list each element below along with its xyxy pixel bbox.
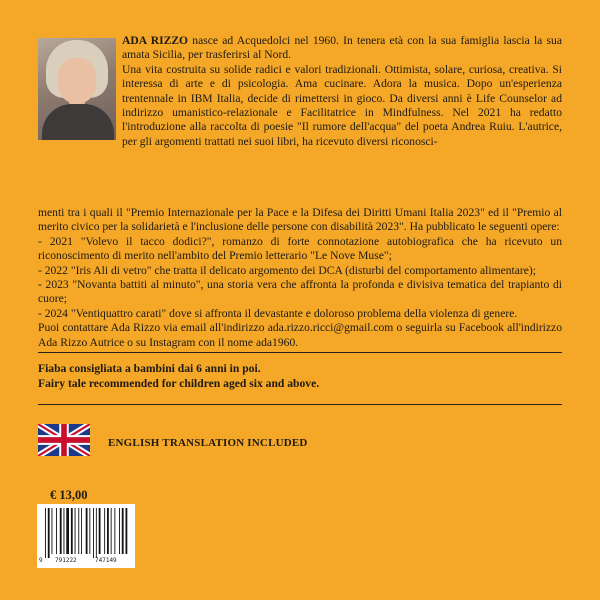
barcode-bar xyxy=(89,508,90,554)
barcode-bar xyxy=(52,508,53,554)
translation-label: ENGLISH TRANSLATION INCLUDED xyxy=(108,437,308,449)
uk-flag-icon xyxy=(38,424,90,456)
barcode-bar xyxy=(86,508,88,554)
work-2021: - 2021 "Volevo il tacco dodici?", romanzo di forte connotazione autobiografica che ha ricevuto un riconoscimento di merito nell'ambito del Premio letterario "Le Nove Muse"; xyxy=(38,234,562,263)
barcode-digit-first: 9 xyxy=(39,557,43,564)
barcode-bar xyxy=(66,508,69,554)
barcode-bar xyxy=(119,508,120,554)
age-note-english: Fairy tale recommended for children aged six and above. xyxy=(38,377,320,390)
barcode-bar xyxy=(81,508,82,554)
author-photo-body xyxy=(42,104,114,140)
divider-bottom xyxy=(38,404,562,405)
author-photo-face xyxy=(58,58,96,104)
age-recommendation xyxy=(38,361,562,391)
author-bio-top xyxy=(122,34,562,149)
bio-intro: nasce ad Acquedolci nel 1960. In tenera età con la sua famiglia lascia la sua amata Sicilia, per trasferirsi al Nord. xyxy=(122,34,563,62)
barcode-bars xyxy=(37,504,135,558)
barcode-bar xyxy=(48,508,50,558)
barcode-bar xyxy=(107,508,109,554)
barcode-bar xyxy=(45,508,46,558)
barcode-bar xyxy=(104,508,105,554)
barcode-bar xyxy=(60,508,62,554)
barcode-digits-right: 747149 xyxy=(95,557,117,564)
work-2024: - 2024 "Ventiquattro carati" dove si affronta il devastante e doloroso problema della violenza di genere. xyxy=(38,306,518,320)
author-bio-works xyxy=(38,206,562,350)
barcode-digits-left: 791222 xyxy=(55,557,77,564)
barcode-bar xyxy=(93,508,94,558)
barcode xyxy=(37,504,135,568)
age-note-italian: Fiaba consigliata a bambini dai 6 anni in poi. xyxy=(38,362,261,375)
price: € 13,00 xyxy=(50,488,88,502)
barcode-bar xyxy=(111,508,112,554)
barcode-bar xyxy=(64,508,65,554)
bio-paragraph-2: Una vita costruita su solide radici e valori tradizionali. Ottimista, solare, curiosa, creativa. Si interessa di arte e di psicologia. Ama cucinare. Adora la musica. Dopo un'esperienza trentennale in IBM Italia, decide di rimettersi in gioco. Da diversi anni è Life Counselor ad indirizzo umanistico-relazionale e Facilitatrice in Mindfulness. Nel 2021 ha redatto l'introduzione alla raccolta di poesie "Il rumore dell'acqua" del poeta Andrea Ruiu. L'autrice, per gli argomenti trattati nei suoi libri, ha ricevuto diversi riconosci- xyxy=(122,62,562,148)
bio-paragraph-1 xyxy=(122,34,562,63)
barcode-bar xyxy=(99,508,101,554)
work-2023: - 2023 "Novanta battiti al minuto", una storia vera che affronta la profonda e divisiva tematica del trapianto di cuore; xyxy=(38,278,562,306)
barcode-bar xyxy=(75,508,76,554)
bio-awards: menti tra i quali il "Premio Internazionale per la Pace e la Difesa dei Diritti Umani Italia 2023" ed il "Premio al merito civico per la solidarietà e l'inclusione delle persone con disabilità 2023". Ha pubblicato le seguenti opere: xyxy=(38,206,562,234)
author-name: ADA RIZZO xyxy=(122,34,189,47)
barcode-bar xyxy=(71,508,73,554)
author-photo xyxy=(38,38,116,140)
barcode-bar xyxy=(114,508,115,554)
barcode-bar xyxy=(78,508,79,554)
barcode-bar xyxy=(122,508,124,554)
barcode-bar xyxy=(56,508,57,554)
barcode-bar xyxy=(126,508,128,554)
barcode-bar xyxy=(96,508,97,558)
divider-top xyxy=(38,352,562,353)
contact-info: Puoi contattare Ada Rizzo via email all'indirizzo ada.rizzo.ricci@gmail.com o seguirla su Facebook all'indirizzo Ada Rizzo Autrice o su Instagram con il nome ada1960. xyxy=(38,321,562,349)
work-2022: - 2022 "Iris Ali di vetro" che tratta il delicato argomento dei DCA (disturbi del comportamento alimentare); xyxy=(38,263,536,277)
